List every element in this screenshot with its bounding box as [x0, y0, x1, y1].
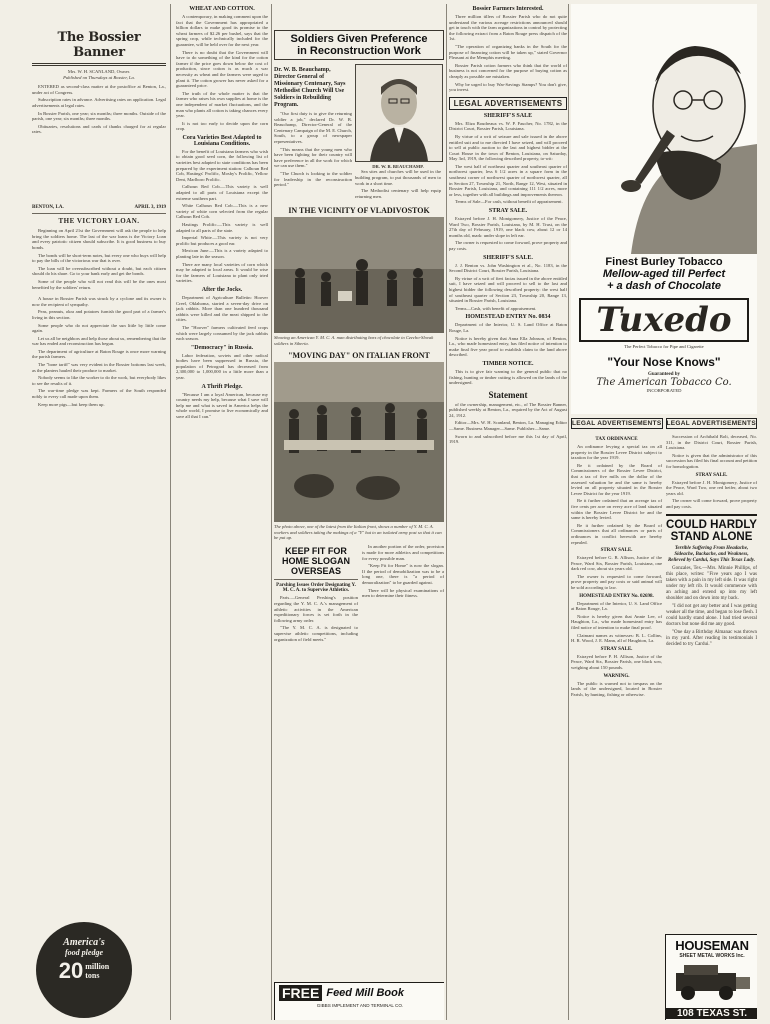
legal-body: Department of the Interior, U. S. Land Office at Baton Rouge, La. Notice is hereby given that Annie Lee, of Haughton, La., who made homestead entry has filed notice of intention to make final proof. Claimant names as witnesses: B. L. Collins, H. R. Wood, J. E. Mann, all of Haughton, La.: [571, 600, 662, 644]
feature-body: Sea sites and churches will be used in the building program, to put thousands of men to work in a short time. The Methodist centenary will help equip returning men.: [355, 169, 441, 199]
legal-heading: TAX ORDINANCE: [595, 437, 638, 442]
article-body: [176, 392, 268, 420]
feed-ad-free: FREE: [279, 985, 322, 1001]
beauchamp-portrait: [355, 64, 443, 162]
badge-line: tons: [85, 971, 100, 980]
article-paragraph: A contemporary, in making comment upon the fact that the Government has appropriated a billion dollars to make good its promise to the wheat farmers of $2.26 per bushel, says that the spring crop, while technically included for the guarantee, will be held over for the next year.: [176, 14, 268, 47]
article-body: Three million tillers of Bossier Parish who do not quite understand the various acreage restrictions announced should get in touch with the farm organizations in control by protecting the following extract from a Baton Rouge press dispatch of the 1st. "The operation of organizing banks in the South for the purpose of financing cotton will be taken up," stated Governor Pleasant at the Memphis meeting. Bossier Parish cotton farmers who think that the world of business is not concerned for the purpose of buying cotton as cheaply as possible are mistaken. Why be urged to buy War-Savings Stamps? You don't give, you invest.: [449, 14, 567, 93]
article-body: Labor federation, soviets and other radical bodies have been suppressed in Russia, the population of Petrograd has decreased from 2,300,000 to 1,000,000 in a little more than a year.: [176, 352, 268, 381]
italian-front-illustration: [274, 362, 444, 522]
photo-caption: Showing an American Y. M. C. A. man distributing bars of chocolate to Czecho-Slovak soldiers in Siberia.: [274, 335, 434, 346]
article-body: Department of Agriculture Bulletin: Hoover Creel, Oklahoma, started a seven-day drive on jack rabbits. More than one hundred thousand rabbits were killed and the meat shipped to the cities. The "Hoover" farmers cultivated feed crops which were largely consumed by the jack rabbits each season.: [176, 294, 268, 342]
short-item: The department of agriculture at Baton Rouge is once more warning the parish farmers.: [32, 348, 166, 360]
legal-body: The public is warned not to trespass on the lands of the undersigned, located in Bossier Parish, by hunting, fishing or otherwise.: [571, 680, 662, 697]
portrait-caption: DR. W. B. BEAUCHAMP.: [372, 164, 424, 169]
tuxedo-brand-logo: Tuxedo: [596, 300, 732, 340]
masthead-title: The Bossier Banner: [57, 30, 141, 60]
photo-title: "MOVING DAY" ON ITALIAN FRONT: [288, 351, 430, 361]
article-body: For the benefit of Louisiana farmers who wish to obtain good seed corn, the following list of varieties best adapted to state conditions has been prepared by the experiment station: Calhoun Red Cob, Hastings' Prolific, Mosby's Prolific, Yellow Dent, Marlboro Prolific. Calhoun Red Cob.—This variety is well adapted to all parts of Louisiana except the extreme southern part. White Calhoun Red Cob.—This is a new variety of white corn selected from the regular Calhoun Red Cob. Hastings Prolific.—This variety is well adapted to all parts of the state. Imperial White.—This variety is not very prolific but produces a good ear. Mexican June.—This is a variety adapted to planting late in the season. There are many local varieties of corn which may be adapted to local areas. It would be wise for the farmers of Louisiana to plant only tried varieties.: [176, 148, 268, 284]
company-incorporated: INCORPORATED: [646, 388, 682, 393]
food-pledge-badge: [36, 922, 132, 1018]
feature-headline-box: [274, 30, 444, 60]
dateline-date: APRIL 3, 1919: [134, 205, 166, 211]
feature-paragraph: "Our first duty is to give the returning soldier a job," declared Dr. W. B. Beauchamp, Director-General of the Centenary Campaign of the M. E. Church, South, to a group of newspaper representatives.: [274, 111, 352, 144]
editorial-body: Beginning on April 21st the Government will ask the people to help bring the soldiers home. The last of the war loans is the Victory Loan and every patriotic citizen should subscribe. It is good business to buy bonds. The bonds will be short-term notes, but every one who buys will help to pay the bills of the victorious war that is over. The loan will be oversubscribed without a doubt, but each citizen should do his share. Go to your bank early and get the bonds. Some of the people who will not read this will be the ones most benefited by the soldiers' return.: [32, 228, 166, 290]
article-body: A contemporary, in making comment upon the fact that the Government has appropriated a billion dollars to make good its promise to the wheat farmers of $2.26 per bushel, says that the spring crop, while technically included for the guarantee, will be held over for the next year. There is no doubt that the Government will have to do something of the kind for the cotton farmer if the price goes down below the cost of production, since cotton is as much a war necessity as wheat and the farmers were urged to plant it. The cotton grower has never asked for a guaranteed price. The truth of the whole matter is that the farmer who raises his own supplies at home is the one independent of market fluctuations, and the man who plants all cotton is taking chances every year. It is not too early to decide upon the corn crop.: [176, 14, 268, 132]
dateline-place: BENTON, LA.: [32, 205, 64, 211]
editorial-title: THE VICTORY LOAN.: [58, 217, 140, 226]
legal-advertisements-header: LEGAL ADVERTISEMENTS: [572, 420, 662, 427]
cardui-headline: STAND ALONE: [670, 530, 753, 543]
statement-title: Statement: [488, 389, 528, 400]
brand-tagline: The Perfect Tobacco for Pipe and Cigarette: [624, 344, 704, 349]
column-rule: [568, 4, 569, 1020]
legal-heading: SHERIFF'S SALE: [483, 112, 533, 119]
article-subhead: A Thrift Pledge.: [201, 383, 243, 390]
houseman-address: 108 TEXAS ST.: [666, 1008, 757, 1019]
legal-body: This is to give fair warning to the general public that no fishing, hunting or timber cutting is allowed on the lands of the undersigned.: [449, 368, 567, 386]
legal-heading: STRAY SALE.: [600, 548, 633, 554]
newspaper-page: [22, 4, 764, 1020]
feature-lead: Dr. W. B. Beauchamp, Director General of Missionary Centenary, Says Methodist Church Will Use Soldiers in Rebuilding Program.: [274, 67, 346, 108]
masthead-subtitle: Published on Thursdays at Bossier, La.: [63, 74, 135, 80]
vladivostok-illustration: [274, 217, 444, 333]
column-rule: [271, 4, 272, 1020]
legal-heading: WARNING.: [603, 673, 630, 679]
legal-body: Estrayed before J. H. Montgomery, Justice of the Peace, Ward Two, one red heifer, about two years old. The owner will come forward, prove property and pay costs.: [666, 479, 757, 509]
legal-advertisements-header: LEGAL ADVERTISEMENTS: [666, 420, 756, 427]
feature-headline: in Reconstruction Work: [297, 45, 421, 57]
statement-paragraph: of the ownership, management, etc., of The Bossier Banner, published weekly at Benton, La., required by the Act of August 24, 1912.: [449, 401, 567, 418]
tobacco-line: Finest Burley Tobacco: [605, 256, 723, 268]
feature-headline: Soldiers Given Preference: [290, 33, 428, 45]
short-item: A house in Bossier Parish was struck by a cyclone and its owner is now the recipient of sympathy.: [32, 296, 166, 307]
legal-body: J. J. Benton vs. John Washington et al., No. 1183, in the Second District Court, Bossier Parish, Louisiana. By virtue of a writ of fieri facias issued in the above entitled suit, I have seized and will proceed to sell to the last and highest bidder the following described property: the west half of southeast quarter of Section 23, Township 20, Range 13, situated in Bossier Parish, Louisiana. Terms—Cash, with benefit of appraisement.: [449, 262, 567, 311]
divider: [274, 579, 358, 580]
cardui-headline: COULD HARDLY: [666, 518, 757, 531]
article-subhead: After the Jocks.: [201, 286, 243, 293]
divider: [32, 63, 166, 66]
short-item: Some people who do not appreciate the sun little by little come again.: [32, 322, 166, 334]
houseman-ad[interactable]: [665, 934, 757, 1020]
photo-title: IN THE VICINITY OF VLADIVOSTOK: [288, 206, 430, 216]
keepfit-headline: KEEP FIT FOR HOME SLOGAN OVERSEAS: [281, 546, 350, 577]
tuxedo-ad[interactable]: [571, 4, 757, 414]
article-subhead: Cora Varieties Best Adapted to Louisiana Conditions.: [182, 134, 262, 147]
tobacco-line: Mellow-aged till Perfect: [602, 268, 726, 280]
divider: [32, 213, 166, 214]
keepfit-body: Paris.—General Pershing's position regarding the Y. M. C. A.'s management of athletic activities in the American expeditionary forces is set forth in the following army order. "The Y. M. C. A. is designated to supervise athletic competitions, including organization of field meets.": [274, 595, 358, 642]
legal-body: Estrayed before P. H. Allison, Justice of the Peace, Ward Six, Bossier Parish, one black sow, weighing about 150 pounds.: [571, 653, 662, 670]
italian-front-photo: [274, 362, 444, 522]
feature-body: "Our first duty is to give the returning soldier a job," declared Dr. W. B. Beauchamp, Director-General of the Centenary Campaign of the M. E. Church, South, to a group of newspaper representatives. "This means that the young men who have been fighting for their country will have preference in all the work for which we can use them." "The Church is looking to the soldier for leadership in the reconstruction period.": [274, 111, 352, 188]
cardui-subhead: Terrible Suffering From Headache, Sideache, Backache, and Weakness, Relieved by Cardui, Says This Texas Lady.: [667, 545, 756, 563]
legal-column-right: [666, 434, 757, 650]
legal-heading: HOMESTEAD ENTRY No. 02698.: [579, 593, 654, 599]
legal-body: Department of the Interior, U. S. Land Office at Baton Rouge, La. Notice is hereby given that Anna Ella Johnson, of Benton, La., who made homestead entry, has filed notice of intention to make final five year proof to establish claim to the land above described.: [449, 322, 567, 358]
column-advertisements: [571, 4, 757, 1020]
keepfit-paragraph: Paris.—General Pershing's position regarding the Y. M. C. A.'s management of athletic activities in the American expeditionary forces is set forth in the following army order.: [274, 595, 358, 623]
legal-heading: STRAY SALE.: [488, 208, 528, 215]
legal-heading: STRAY SALE.: [600, 646, 633, 652]
keepfit-subhead: Parshing Issues Order Designating Y. M. C. A. to Supervise Athletics.: [276, 583, 356, 594]
cardui-paragraph: Gonzales, Tex.—Mrs. Minnie Phillips, of this place, writes: "Five years ago I was taken with a pain in my left side. It was right under my left rib. It would commence with an aching and extend up into my left shoulder and on down into my back.: [666, 565, 757, 601]
tobacco-line: + a dash of Chocolate: [607, 280, 721, 292]
houseman-car-illustration: [666, 959, 757, 1009]
column-rule: [446, 4, 447, 1020]
article-headline: Bossier Farmers Interested.: [472, 6, 544, 12]
vladivostok-photo: [274, 217, 444, 333]
article-headline: WHEAT AND COTTON.: [189, 6, 255, 12]
column-feature: [274, 4, 444, 1020]
houseman-subtitle: SHEET METAL WORKS Inc.: [679, 953, 745, 959]
brand-slogan: "Your Nose Knows": [607, 355, 721, 369]
legal-heading: HOMESTEAD ENTRY No. 0834: [465, 314, 551, 321]
legal-body: Estrayed before G. B. Allison, Justice of the Peace, Ward Six, Bossier Parish, Louisiana, one dark red cow, about six years old. The owner is requested to come forward, prove property and pay costs or said animal will be sold according to law.: [571, 555, 662, 591]
subscription-rates: ENTERED as second-class matter at the postoffice at Benton, La., under act of Congress. Subscription rates in advance. Advertising rates on application. Legal advertisements at legal rates. In Bossier Parish, one year; six months; three months. Outside of the parish, one year; six months; three months. Obituaries, resolutions and cards of thanks charged for at regular rates.: [32, 84, 166, 135]
tuxedo-smoker-illustration: [571, 4, 757, 254]
houseman-name: HOUSEMAN: [675, 938, 749, 953]
editorial-paragraph: Beginning on April 21st the Government will ask the people to help bring the soldiers home. The last of the war loans is the Victory Loan and every patriotic citizen should subscribe. It is good business to buy bonds.: [32, 228, 166, 250]
company-signature: The American Tobacco Co.: [596, 377, 732, 388]
legal-body: Succession of Archibald Bolt, deceased, No. 311, in the District Court, Bossier Parish, Louisiana. Notice is given that the administrator of this succession has filed his final account and petition for homologation.: [666, 434, 757, 469]
legal-body: Mrs. Eliza Boudreaux vs. W. P. Faucher, No. 1782, in the District Court, Bossier Parish, Louisiana. By virtue of a writ of seizure and sale issued in the above entitled suit and to me directed I have seized, and will proceed to sell at public auction to the last and highest bidder at the Court House in the town of Benton, Louisiana, on Saturday, May 3rd, 1919, the following described property, to-wit: The west half of northeast quarter and southeast quarter of northwest quarter, less 6 1/2 acres in a square form in the southeast corner of northwest quarter of northwest quarter, all in Section 27, Township 21, North, Range 12, West, situated in Bossier Parish, Louisiana, and containing 111 1/2 acres, more or less, together with all buildings and improvements thereon. Terms of Sale—For cash, without benefit of appraisement.: [449, 120, 567, 205]
badge-number: 20: [58, 958, 84, 983]
legal-body: An ordinance levying a special tax on all property in the Bossier Levee District subject to taxation for the year 1919. Be it ordained by the Board of Commissioners of the Bossier Levee District, that a tax of five mills on the dollar of the assessed valuation be and the same is hereby levied on all property situated in the Bossier Levee District for the year 1919. Be it further ordained that an acreage tax of five cents per acre on every acre of land situated within the Bossier Levee District be and the same is hereby levied. Be it further ordained by the Board of Commissioners that all ordinances or parts of ordinances in conflict herewith are hereby repealed.: [571, 444, 662, 545]
column-masthead: [32, 4, 166, 1020]
legal-advertisements-header: LEGAL ADVERTISEMENTS: [449, 97, 567, 110]
keepfit-body-continued: In another portion of the order, provision is made for more athletics and competitions for every possible man. "Keep Fit for Home" is now the slogan. If the period of demobilization was to be a long one, there is "a period of demoralization" to be guarded against. There will be physical examinations of men to determine their fitness.: [362, 544, 444, 599]
legal-column-left: [571, 434, 662, 699]
badge-line: million: [85, 962, 110, 971]
dateline: [32, 205, 166, 210]
legal-heading: TIMBER NOTICE.: [482, 360, 534, 367]
article-paragraph: Three million tillers of Bossier Parish who do not quite understand the various acreage restrictions announced should get in touch with the farm organizations in control by protecting the following extract from a Baton Rouge press dispatch of the 1st.: [449, 14, 567, 42]
column-wheat-cotton: [176, 4, 268, 1020]
guaranteed-label: Guaranteed by: [647, 372, 681, 377]
badge-line: America's: [63, 937, 105, 948]
legal-body: Estrayed before J. H. Montgomery, Justice of the Peace, Ward Two, Bossier Parish, Louisiana, by M. H. Trust, on the 27th day of February, 1919, one black cow, about 12 or 14 months old, mark: under slope in left ear. The owner is requested to come forward, prove property and pay costs.: [449, 216, 567, 251]
statement-body: of the ownership, management, etc., of The Bossier Banner, published weekly at Benton, La., required by the Act of August 24, 1912. Editor—Mrs. W. H. Scanland, Benton, La. Managing Editor—Same. Business Manager—Same. Publisher—Same. Sworn to and subscribed before me this 1st day of April, 1919.: [449, 401, 567, 445]
column-farmers-legal: [449, 4, 567, 1020]
photo-caption: The photo above, one of the latest from the Italian front, shows a number of Y. M. C. A. workers and soldiers taking the makings of a "Y" hut to an isolated army post so that it can be put up.: [274, 524, 442, 540]
badge-line: food pledge: [65, 948, 103, 957]
short-items: A house in Bossier Parish was struck by a cyclone and its owner is now the recipient of sympathy. Peas, peanuts, okra and potatoes furnish the good part of a farmer's living in this section. Some people who do not appreciate the sun little by little come again. Let us all be neighbors and help those about us, remembering that the war has ended and reconstruction has begun. The department of agriculture at Baton Rouge is once more warning the parish farmers. The "bone tariff" was very evident in the Bossier bottoms last week, as the planters hauled their produce to market. Nobody seems to like the worker to do the work, but everybody likes to see the results of it. The war-time pledge was kept. Farmers of the South responded nobly to every call made upon them. Keep more pigs—but keep them up.: [32, 296, 166, 407]
legal-heading: SHERIFF'S SALE.: [483, 254, 533, 261]
article-subhead: "Democracy" in Russia.: [190, 344, 254, 351]
article-paragraph: "Because I am a loyal American, because my country needs my help, because what I save will help me and what is saved in America helps the whole world, I promise to live economically and save all that I can.": [176, 391, 268, 420]
feed-ad-footer: GIBBS IMPLEMENT AND TERMINAL CO.: [316, 1003, 404, 1008]
masthead-publisher: Mrs. W. H. SCANLAND, Owner.: [67, 69, 131, 74]
column-rule: [170, 4, 171, 1020]
legal-banner-row: [571, 418, 757, 429]
feed-ad-title: Feed Mill Book: [326, 987, 404, 999]
cardui-ad[interactable]: [666, 514, 757, 648]
portrait-illustration: [356, 65, 442, 161]
cardui-body: Gonzales, Tex.—Mrs. Minnie Phillips, of this place, writes: "Five years ago I was taken with a pain in my left side. It was right under my left rib. It would commence with an aching and extend up into my left shoulder and on down into my back. "I did not get any better and I was getting weaker all the time, and began to lose flesh. I could hardly stand alone. I had tried several doctors but none did me any good. "One day a Birthday Almanac was thrown in my yard. After reading its testimonials I decided to try Cardui.": [666, 565, 757, 647]
feed-mill-ad[interactable]: [274, 982, 444, 1020]
legal-heading: STRAY SALE.: [695, 472, 728, 478]
